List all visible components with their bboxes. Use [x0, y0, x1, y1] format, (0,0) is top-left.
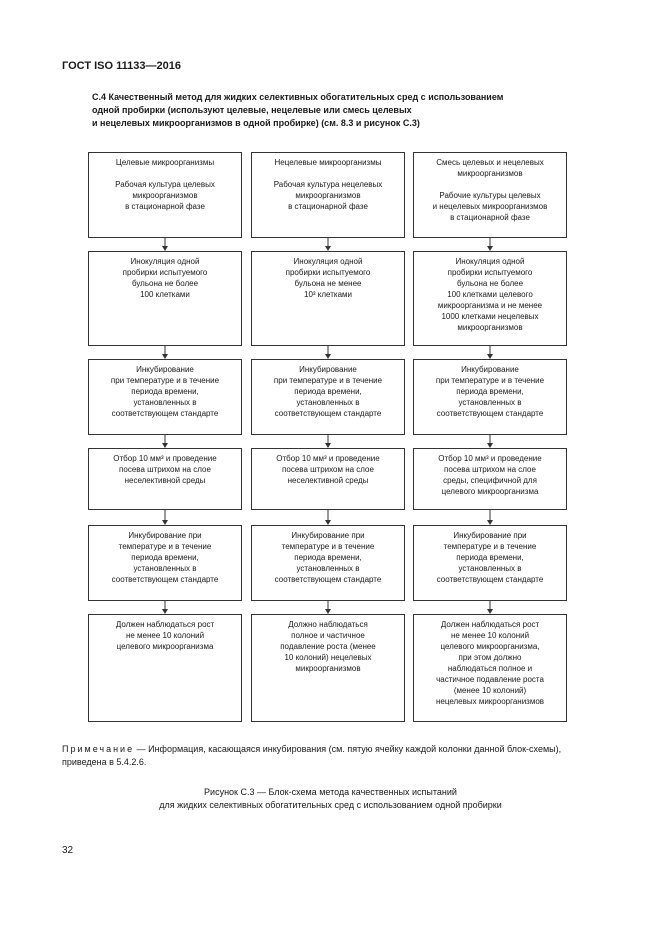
- cell-text-line: Отбор 10 мм³ и проведение: [438, 454, 542, 463]
- cell-text-line: соответствующем стандарте: [274, 575, 382, 584]
- document-header: ГОСТ ISO 11133—2016: [62, 60, 181, 72]
- cell-text-line: Рабочие культуры целевых: [439, 191, 541, 200]
- cell-text-line: установленных в: [133, 398, 197, 407]
- incubation-cell-col2: [251, 359, 405, 435]
- cell-text-line: не менее 10 колоний: [450, 631, 530, 640]
- down-arrow: [487, 601, 493, 614]
- cell-text-line: Нецелевые микроорганизмы: [274, 158, 382, 167]
- caption-line: для жидких селективных обогатительных сред с использованием одной пробирки: [159, 800, 502, 810]
- cell-text-line: установленных в: [458, 398, 522, 407]
- result-cell-col1: [88, 614, 242, 722]
- cell-text-line: соответствующем стандарте: [111, 409, 219, 418]
- cell-text-line: 1000 клетками нецелевых: [441, 312, 539, 321]
- cell-text-line: подавление роста (менее: [280, 642, 376, 651]
- cell-text-line: Рабочая культура нецелевых: [273, 180, 383, 189]
- down-arrow: [325, 435, 331, 448]
- culture-cell-col2: [251, 152, 405, 238]
- cell-text-line: Инкубирование: [299, 365, 357, 374]
- cell-text-line: неселективной среды: [124, 476, 206, 485]
- cell-text-line: (менее 10 колоний): [453, 686, 527, 695]
- figure-caption: [90, 786, 571, 812]
- cell-text-line: не менее 10 колоний: [125, 631, 205, 640]
- down-arrow: [487, 346, 493, 359]
- cell-text-line: Инкубирование при: [453, 531, 527, 540]
- cell-text-line: Инокуляция одной: [130, 257, 200, 266]
- note-text: — Информация, касающаяся инкубирования (см. пятую ячейку каждой колонки данной блок-схемы), приведена в 5.4.2.6.: [62, 744, 562, 767]
- cell-text-line: Инкубирование при: [128, 531, 202, 540]
- cell-text-line: температуре и в течение: [281, 542, 375, 551]
- section-title-line: С.4 Качественный метод для жидких селективных обогатительных сред с использованием: [92, 92, 504, 102]
- note: [62, 743, 602, 769]
- cell-text-line: посева штрихом на слое: [282, 465, 374, 474]
- cell-text-line: пробирки испытуемого: [122, 268, 208, 277]
- cell-text-line: 100 клетками: [140, 290, 190, 299]
- down-arrow: [162, 238, 168, 251]
- cell-text-line: микроорганизма и не менее: [437, 301, 543, 310]
- cell-text-line: частичное подавление роста: [436, 675, 544, 684]
- cell-text-line: бульона не более: [131, 279, 199, 288]
- cell-text-line: микроорганизмов: [295, 664, 361, 673]
- down-arrow: [325, 510, 331, 525]
- cell-text-line: Инкубирование при: [291, 531, 365, 540]
- cell-text-line: 10³ клетками: [304, 290, 352, 299]
- section-title: [92, 91, 592, 130]
- cell-text-line: неселективной среды: [287, 476, 369, 485]
- cell-text-line: Целевые микроорганизмы: [115, 158, 215, 167]
- inoculation-cell-col3: [413, 251, 567, 346]
- cell-text-line: установленных в: [133, 564, 197, 573]
- flowchart: [88, 152, 576, 732]
- cell-text-line: при температуре и в течение: [110, 376, 220, 385]
- cell-text-line: при этом должно: [458, 653, 522, 662]
- cell-text-line: целевого микроорганизма: [116, 642, 214, 651]
- cell-text-line: Отбор 10 мм³ и проведение: [113, 454, 217, 463]
- cell-text-line: в стационарной фазе: [125, 202, 205, 211]
- down-arrow: [325, 238, 331, 251]
- cell-text-line: Должен наблюдаться рост: [440, 620, 540, 629]
- incubation-cell-2-col3: [413, 525, 567, 601]
- result-cell-col3: [413, 614, 567, 722]
- cell-text-line: температуре и в течение: [443, 542, 537, 551]
- cell-text-line: Инокуляция одной: [455, 257, 525, 266]
- cell-text-line: периода времени,: [131, 387, 199, 396]
- down-arrow: [325, 346, 331, 359]
- sampling-cell-col2: [251, 448, 405, 510]
- section-title-line: одной пробирки (используют целевые, нецелевые или смесь целевых: [92, 105, 412, 115]
- incubation-cell-col3: [413, 359, 567, 435]
- cell-text-line: установленных в: [458, 564, 522, 573]
- cell-text-line: полное и частичное: [291, 631, 365, 640]
- cell-text-line: микроорганизмов: [295, 191, 361, 200]
- cell-text-line: периода времени,: [131, 553, 199, 562]
- sampling-cell-col1: [88, 448, 242, 510]
- cell-text-line: Отбор 10 мм³ и проведение: [276, 454, 380, 463]
- cell-text-line: соответствующем стандарте: [436, 409, 544, 418]
- cell-text-line: нецелевых микроорганизмов: [435, 697, 545, 706]
- culture-cell-col1: [88, 152, 242, 238]
- cell-text-line: в стационарной фазе: [288, 202, 368, 211]
- inoculation-cell-col2: [251, 251, 405, 346]
- cell-text-line: при температуре и в течение: [435, 376, 545, 385]
- cell-text-line: установленных в: [296, 398, 360, 407]
- cell-text-line: Должен наблюдаться рост: [115, 620, 215, 629]
- incubation-cell-col1: [88, 359, 242, 435]
- cell-text-line: соответствующем стандарте: [111, 575, 219, 584]
- cell-text-line: периода времени,: [294, 553, 362, 562]
- page-number: 32: [62, 845, 74, 856]
- section-title-line: и нецелевых микроорганизмов в одной пробирке) (см. 8.3 и рисунок С.3): [92, 118, 420, 128]
- cell-text-line: температуре и в течение: [118, 542, 212, 551]
- cell-text-line: соответствующем стандарте: [436, 575, 544, 584]
- down-arrow: [487, 238, 493, 251]
- cell-text-line: среды, специфичной для: [443, 476, 537, 485]
- sampling-cell-col3: [413, 448, 567, 510]
- culture-cell-col3: [413, 152, 567, 238]
- cell-text-line: наблюдаться полное и: [447, 664, 533, 673]
- inoculation-cell-col1: [88, 251, 242, 346]
- note-lead: Примечание: [62, 744, 135, 754]
- down-arrow: [162, 601, 168, 614]
- cell-text-line: бульона не более: [456, 279, 524, 288]
- cell-text-line: Инкубирование: [461, 365, 519, 374]
- cell-text-line: периода времени,: [294, 387, 362, 396]
- cell-text-line: Инкубирование: [136, 365, 194, 374]
- cell-text-line: микроорганизмов: [132, 191, 198, 200]
- cell-text-line: 10 колоний) нецелевых: [284, 653, 372, 662]
- cell-text-line: микроорганизмов: [457, 323, 523, 332]
- cell-text-line: Инокуляция одной: [293, 257, 363, 266]
- cell-text-line: посева штрихом на слое: [444, 465, 536, 474]
- cell-text-line: Должно наблюдаться: [288, 620, 368, 629]
- down-arrow: [162, 435, 168, 448]
- cell-text-line: бульона не менее: [294, 279, 362, 288]
- incubation-cell-2-col2: [251, 525, 405, 601]
- cell-text-line: в стационарной фазе: [450, 213, 530, 222]
- cell-text-line: Смесь целевых и нецелевых: [436, 158, 544, 167]
- cell-text-line: периода времени,: [456, 553, 524, 562]
- down-arrow: [487, 435, 493, 448]
- down-arrow: [162, 346, 168, 359]
- cell-text-line: целевого микроорганизма: [441, 487, 539, 496]
- cell-text-line: установленных в: [296, 564, 360, 573]
- cell-text-line: соответствующем стандарте: [274, 409, 382, 418]
- down-arrow: [487, 510, 493, 525]
- cell-text-line: пробирки испытуемого: [447, 268, 533, 277]
- cell-text-line: 100 клетками целевого: [447, 290, 533, 299]
- down-arrow: [325, 601, 331, 614]
- result-cell-col2: [251, 614, 405, 722]
- cell-text-line: посева штрихом на слое: [119, 465, 211, 474]
- cell-text-line: периода времени,: [456, 387, 524, 396]
- cell-text-line: пробирки испытуемого: [285, 268, 371, 277]
- cell-text-line: Рабочая культура целевых: [115, 180, 215, 189]
- cell-text-line: и нецелевых микроорганизмов: [432, 202, 548, 211]
- cell-text-line: при температуре и в течение: [273, 376, 383, 385]
- down-arrow: [162, 510, 168, 525]
- cell-text-line: целевого микроорганизма,: [440, 642, 540, 651]
- caption-line: Рисунок С.3 — Блок-схема метода качественных испытаний: [204, 787, 457, 797]
- incubation-cell-2-col1: [88, 525, 242, 601]
- cell-text-line: микроорганизмов: [457, 169, 523, 178]
